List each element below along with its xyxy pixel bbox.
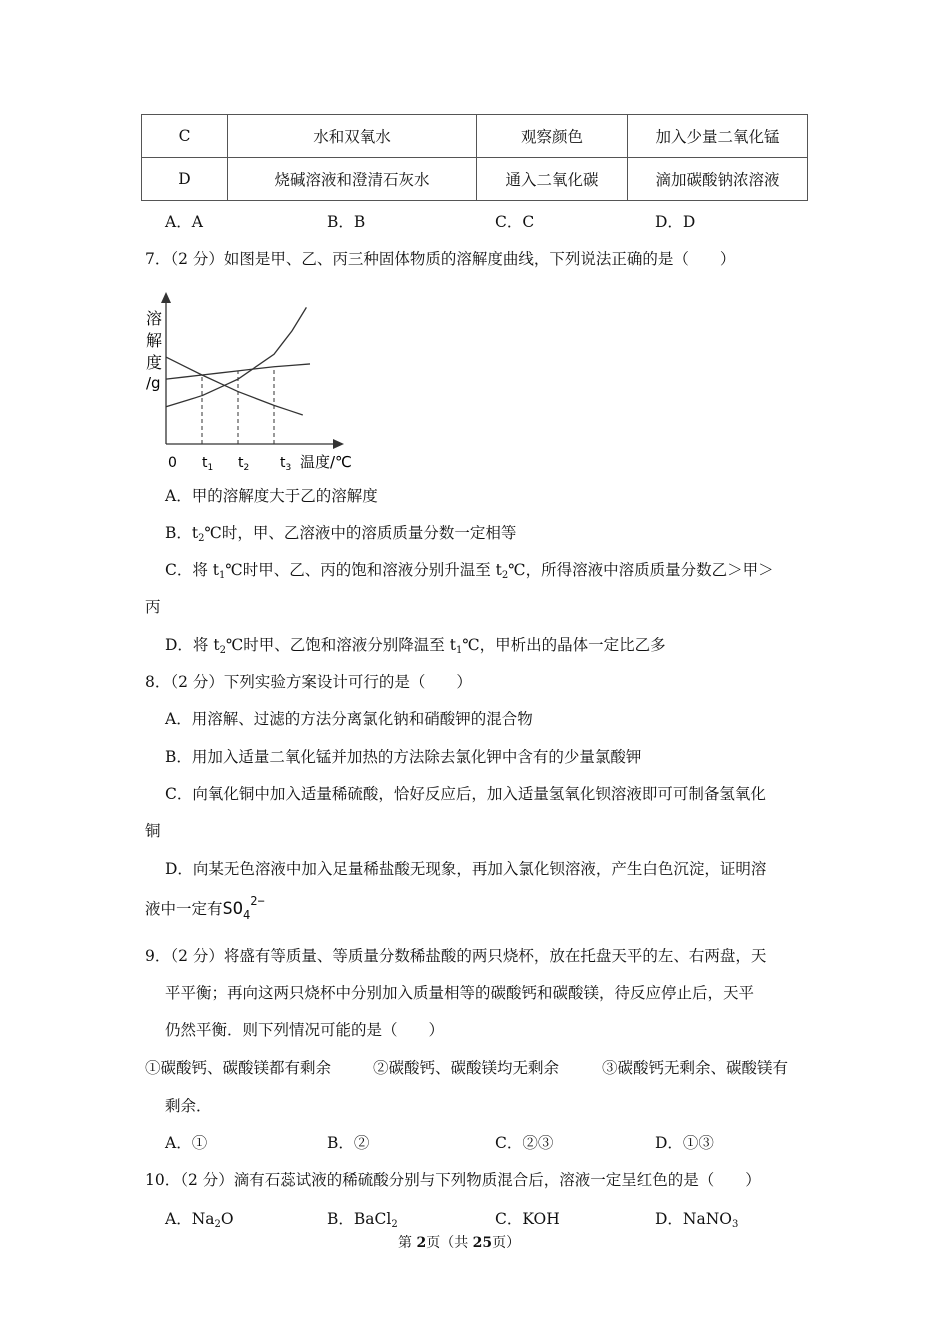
q6-option-c: C．C xyxy=(495,213,535,231)
q10-option-a: A．$Na_2O$ xyxy=(165,1210,234,1230)
q10-option-b: B．BaCl$_2$ xyxy=(327,1210,398,1230)
tick-label-t3: $t_3$ xyxy=(280,455,292,473)
y-axis-arrow xyxy=(161,292,171,303)
q8-option-d-cont: 液中一定有$SO_4^{2-}$ xyxy=(145,894,265,922)
q6-option-d: D．D xyxy=(655,213,696,231)
q9-option-d: D．①③ xyxy=(655,1134,714,1152)
q8-option-c: C．向氧化铜中加入适量稀硫酸，恰好反应后，加入适量氢氧化钡溶液即可可制备氢氧化 xyxy=(165,785,766,803)
q7-option-d: D．将 $t_2℃$时甲、乙饱和溶液分别降温至 $t_1℃$，甲析出的晶体一定比乙多 xyxy=(165,636,666,656)
q8-option-b: B．用加入适量二氧化锰并加热的方法除去氯化钾中含有的少量氯酸钾 xyxy=(165,748,642,766)
table-cell: C xyxy=(142,115,228,158)
comparison-table xyxy=(141,114,808,201)
tick-label-t1: $t_1$ xyxy=(202,455,214,473)
q9-condition-1: ①碳酸钙、碳酸镁都有剩余 xyxy=(145,1059,332,1077)
q9-condition-3-cont: 剩余． xyxy=(165,1097,212,1115)
q9-option-c: C．②③ xyxy=(495,1134,554,1152)
q10-stem: 10．（2 分）滴有石蕊试液的稀硫酸分别与下列物质混合后，溶液一定呈红色的是（ ） xyxy=(145,1171,761,1189)
q7-stem: 7．（2 分）如图是甲、乙、丙三种固体物质的溶解度曲线，下列说法正确的是（ ） xyxy=(145,250,736,268)
x-axis-label: 温度/℃ xyxy=(300,453,352,471)
table-cell: 水和双氧水 xyxy=(228,115,477,158)
q10-option-c: C．KOH xyxy=(495,1210,560,1228)
origin-label: 0 xyxy=(168,455,177,471)
q9-stem-line3: 仍然平衡．则下列情况可能的是（ ） xyxy=(165,1021,445,1039)
solubility-curve-1 xyxy=(166,307,306,406)
y-label-char: /g xyxy=(146,374,161,392)
q6-option-b: B．B xyxy=(327,213,366,231)
table-cell: 加入少量二氧化锰 xyxy=(628,115,808,158)
q7-option-a: A．甲的溶解度大于乙的溶解度 xyxy=(165,487,378,505)
table-row xyxy=(142,158,808,201)
q8-stem: 8．（2 分）下列实验方案设计可行的是（ ） xyxy=(145,673,472,691)
table-row xyxy=(142,115,808,158)
solubility-chart xyxy=(140,284,370,476)
y-label-char: 溶 xyxy=(146,309,163,328)
table-cell: 烧碱溶液和澄清石灰水 xyxy=(228,158,477,201)
q9-option-b: B．② xyxy=(327,1134,370,1152)
q9-condition-3: ③碳酸钙无剩余、碳酸镁有 xyxy=(602,1059,789,1077)
tick-label-t2: $t_2$ xyxy=(238,455,250,473)
q9-stem-line1: 9．（2 分）将盛有等质量、等质量分数稀盐酸的两只烧杯，放在托盘天平的左、右两盘，天 xyxy=(145,947,767,965)
q8-option-a: A．用溶解、过滤的方法分离氯化钠和硝酸钾的混合物 xyxy=(165,710,533,728)
table-cell: 观察颜色 xyxy=(477,115,628,158)
y-label-char: 度 xyxy=(146,353,163,372)
q6-option-a: A．A xyxy=(165,213,203,231)
q10-option-d: D．NaNO$_3$ xyxy=(655,1210,739,1230)
q7-option-c-cont: 丙 xyxy=(145,598,161,616)
y-label-char: 解 xyxy=(146,331,163,350)
table-cell: D xyxy=(142,158,228,201)
q7-option-c: C．将 $t_1℃$时甲、乙、丙的饱和溶液分别升温至 $t_2℃$，所得溶液中溶质质量分数乙＞甲＞ xyxy=(165,561,774,581)
x-axis-arrow xyxy=(333,439,344,449)
q8-option-c-cont: 铜 xyxy=(145,822,161,840)
table-cell: 滴加碳酸钠浓溶液 xyxy=(628,158,808,201)
table-cell: 通入二氧化碳 xyxy=(477,158,628,201)
sulfate-ion: $SO_4^{2-}$ xyxy=(222,894,265,922)
page-footer: 第 2页（共 25页） xyxy=(398,1235,521,1251)
q9-condition-2: ②碳酸钙、碳酸镁均无剩余 xyxy=(373,1059,560,1077)
q8-option-d: D．向某无色溶液中加入足量稀盐酸无现象，再加入氯化钡溶液，产生白色沉淀，证明溶 xyxy=(165,860,767,878)
q9-option-a: A．① xyxy=(165,1134,208,1152)
q7-option-b: B．$t_2℃$时，甲、乙溶液中的溶质质量分数一定相等 xyxy=(165,524,517,544)
q9-stem-line2: 平平衡；再向这两只烧杯中分别加入质量相等的碳酸钙和碳酸镁，待反应停止后，天平 xyxy=(165,984,755,1002)
